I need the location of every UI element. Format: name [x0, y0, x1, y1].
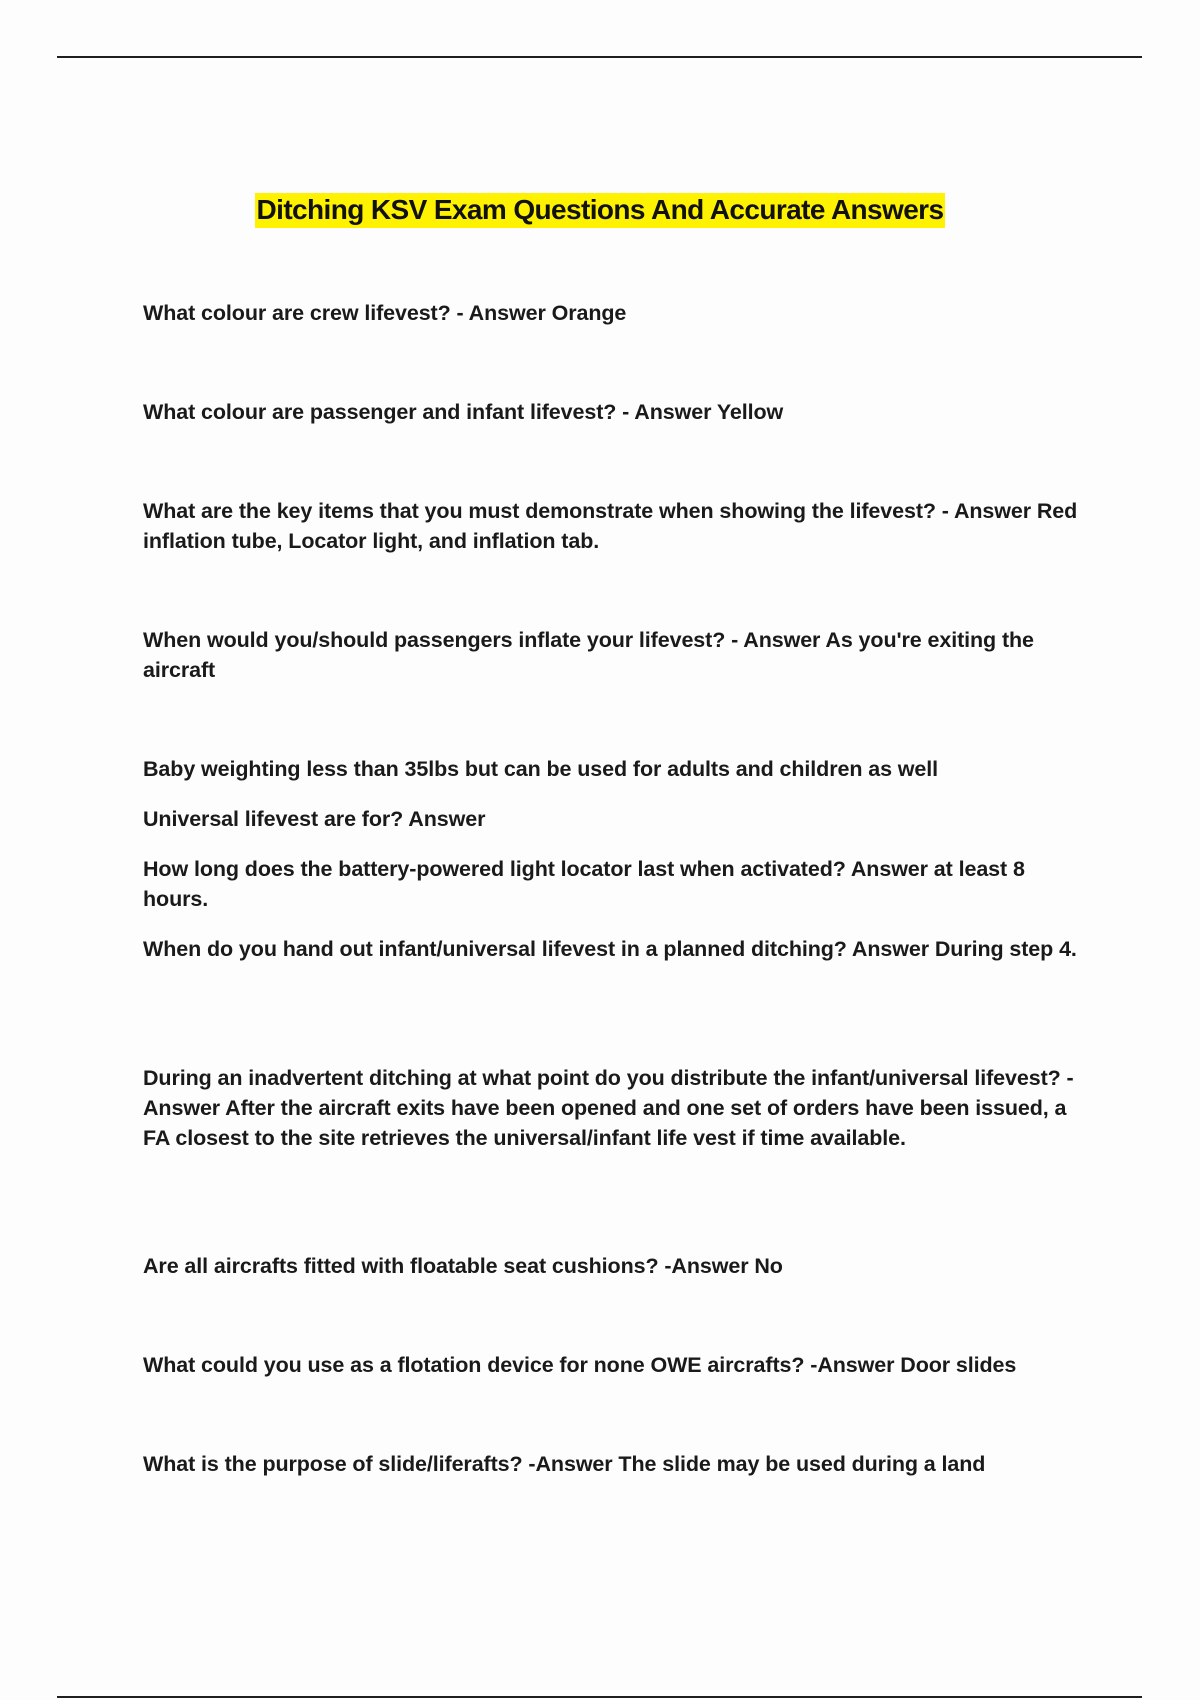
qa-item-floatable-seat-cushions: Are all aircrafts fitted with floatable seat cushions? -Answer No	[143, 1254, 783, 1278]
qa-item-key-demo-items: What are the key items that you must demonstrate when showing the lifevest? - Answer Red inflation tube, Locator light, and inflation tab.	[143, 499, 1078, 553]
qa-item-passenger-lifevest-colour: What colour are passenger and infant lifevest? - Answer Yellow	[143, 400, 784, 424]
qa-item-flotation-device: What could you use as a flotation device for none OWE aircrafts? -Answer Door slides	[143, 1353, 1017, 1377]
document-title: Ditching KSV Exam Questions And Accurate Answers	[255, 193, 946, 228]
title-container	[0, 193, 1200, 228]
qa-item-planned-ditching-handout: When do you hand out infant/universal lifevest in a planned ditching? Answer During step 4.	[143, 937, 1077, 961]
footer-rule	[57, 1696, 1142, 1698]
qa-item-light-locator-duration: How long does the battery-powered light locator last when activated? Answer at least 8 hours.	[143, 857, 1025, 911]
qa-item-when-inflate: When would you/should passengers inflate your lifevest? - Answer As you're exiting the aircraft	[143, 628, 1034, 682]
qa-item-universal-lifevest: Universal lifevest are for? Answer	[143, 807, 486, 831]
qa-item-crew-lifevest-colour: What colour are crew lifevest? - Answer Orange	[143, 301, 627, 325]
qa-item-inadvertent-ditching: During an inadvertent ditching at what point do you distribute the infant/universal lifevest? -Answer After the aircraft exits have been opened and one set of orders have been issued, a FA closest to the site retrieves the universal/infant life vest if time available.	[143, 1066, 1074, 1150]
header-rule	[57, 56, 1142, 58]
qa-item-baby-weighting: Baby weighting less than 35lbs but can be used for adults and children as well	[143, 757, 939, 781]
qa-item-slide-purpose: What is the purpose of slide/liferafts? -Answer The slide may be used during a land	[143, 1452, 986, 1476]
